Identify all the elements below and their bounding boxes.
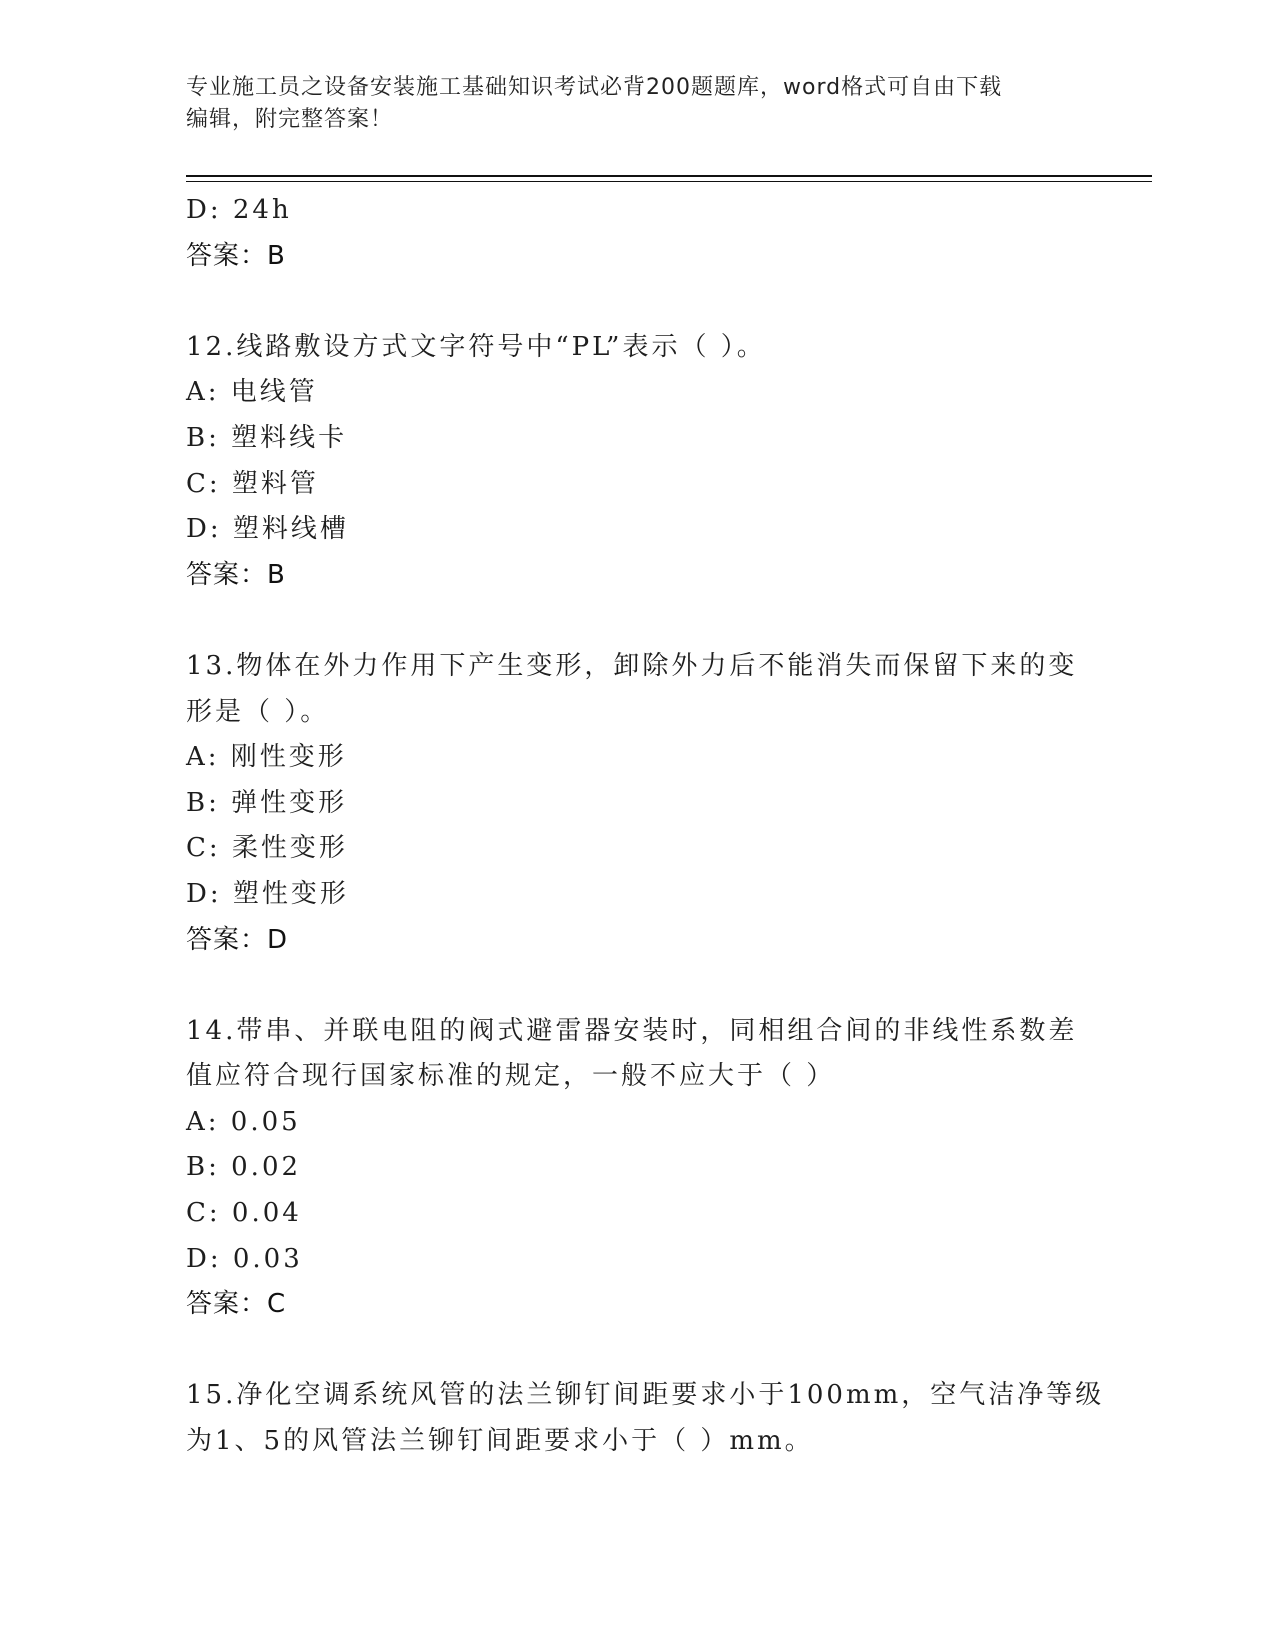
header-rule-thick	[186, 175, 1152, 177]
answer: 答案：B	[186, 559, 286, 590]
question-14	[186, 1009, 1086, 1328]
stem-line: 14.带串、并联电阻的阀式避雷器安装时，同相组合间的非线性系数差	[186, 1015, 1078, 1046]
page-header	[186, 72, 1066, 136]
prev-option-d: D: 24h	[186, 195, 292, 225]
option-d: D: 塑性变形	[186, 878, 349, 909]
header-line-2: 编辑，附完整答案！	[186, 107, 394, 132]
question-13	[186, 644, 1086, 963]
option-a: A: 刚性变形	[186, 742, 347, 773]
question-stem	[186, 1373, 1105, 1464]
question-12	[186, 325, 1086, 599]
stem-line: 15.净化空调系统风管的法兰铆钉间距要求小于100mm，空气洁净等级	[186, 1380, 1105, 1411]
option-b: B: 塑料线卡	[186, 422, 348, 453]
question-stem	[186, 1009, 1078, 1100]
prev-answer: 答案：B	[186, 240, 286, 271]
spacer	[186, 279, 1086, 325]
stem-line: 为1、5的风管法兰铆钉间距要求小于（ ）mm。	[186, 1426, 814, 1457]
stem-line: 13.物体在外力作用下产生变形，卸除外力后不能消失而保留下来的变	[186, 650, 1078, 681]
question-15	[186, 1373, 1105, 1464]
header-rule-thin	[186, 181, 1152, 182]
option-b: B: 0.02	[186, 1152, 302, 1183]
option-b: B: 弹性变形	[186, 787, 348, 818]
option-a: A: 电线管	[186, 377, 318, 408]
answer: 答案：D	[186, 924, 289, 955]
option-c: C: 柔性变形	[186, 833, 348, 864]
spacer	[186, 598, 1086, 644]
option-c: C: 塑料管	[186, 468, 319, 499]
answer: 答案：C	[186, 1289, 287, 1320]
stem-line: 12.线路敷设方式文字符号中“PL”表示（ ）。	[186, 331, 766, 362]
option-c: C: 0.04	[186, 1198, 302, 1229]
option-d: D: 0.03	[186, 1243, 303, 1274]
question-stem	[186, 644, 1078, 735]
option-a: A: 0.05	[186, 1106, 301, 1137]
spacer	[186, 963, 1086, 1009]
spacer	[186, 1328, 1086, 1374]
header-line-1: 专业施工员之设备安装施工基础知识考试必背200题题库，word格式可自由下载	[186, 75, 1003, 100]
stem-line: 形是（ ）。	[186, 696, 330, 727]
option-d: D: 塑料线槽	[186, 514, 349, 545]
question-stem	[186, 325, 1066, 371]
question-content	[186, 188, 1105, 1465]
stem-line: 值应符合现行国家标准的规定，一般不应大于（ ）	[186, 1061, 836, 1092]
